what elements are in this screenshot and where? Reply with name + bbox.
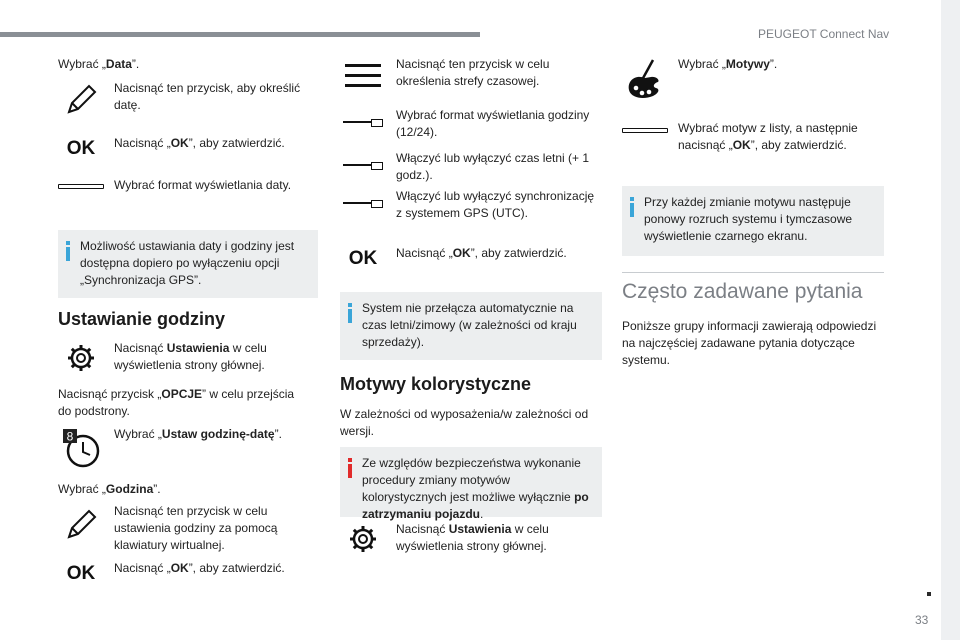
step-dst: Włączyć lub wyłączyć czas letni (+ 1 godz.).: [340, 150, 602, 184]
clock-icon: [58, 426, 104, 470]
warning-icon: [348, 458, 352, 478]
themes-intro: W zależności od wyposażenia/w zależności od wersji.: [340, 407, 589, 438]
faq-text: Poniższe grupy informacji zawierają odpowiedzi na najczęściej zadawane pytania dotyczące systemu.: [622, 319, 877, 367]
info-icon: [348, 303, 352, 323]
step-select-theme: Wybrać motyw z listy, a następnie nacisnąć „OK”, aby zatwierdzić.: [622, 120, 884, 154]
list-item-icon: [622, 120, 668, 140]
clock-badge: 8: [66, 429, 74, 444]
pencil-icon: [58, 503, 104, 547]
info-box-gps: Możliwość ustawiania daty i godziny jest dostępna dopiero po wyłączeniu opcji „Synchronizacja GPS”.: [58, 230, 318, 298]
toggle-icon: [340, 188, 386, 218]
step-gps-sync: Włączyć lub wyłączyć synchronizację z systemem GPS (UTC).: [340, 188, 602, 222]
list-item-icon: [340, 107, 386, 137]
step-ok-time: OK Nacisnąć „OK”, aby zatwierdzić.: [58, 560, 308, 586]
select-data-text: Wybrać „Data”.: [58, 57, 140, 71]
step-settings-themes: Nacisnąć Ustawienia w celu wyświetlenia strony głównej.: [340, 521, 602, 557]
info-icon: [630, 197, 634, 217]
step-time-format: Wybrać format wyświetlania godziny (12/24).: [340, 107, 602, 141]
page-number: 33: [915, 613, 929, 627]
step-pencil-time: Nacisnąć ten przycisk w celu ustawienia godziny za pomocą klawiatury wirtualnej.: [58, 503, 308, 554]
gear-icon: [340, 521, 386, 557]
warning-box-themes: Ze względów bezpieczeństwa wykonanie procedury zmiany motywów kolorystycznych jest możliwe wyłącznie po zatrzymaniu pojazdu.: [340, 447, 602, 517]
ok-icon: OK: [66, 562, 96, 584]
info-icon: [66, 241, 70, 261]
header-bar: [0, 32, 480, 37]
step-pencil-date: Nacisnąć ten przycisk, aby określić datę.: [58, 80, 308, 120]
info-box-theme-restart: Przy każdej zmianie motywu następuje ponowy rozruch systemu i tymczasowe wyświetlenie czarnego ekranu.: [622, 186, 884, 256]
gear-icon: [58, 340, 104, 376]
section-heading-themes: Motywy kolorystyczne: [340, 374, 532, 394]
ok-icon: OK: [66, 137, 96, 159]
select-godzina-text: Wybrać „Godzina”.: [58, 482, 161, 496]
pencil-icon: [58, 80, 104, 120]
page-marker: [927, 592, 931, 596]
page-side-strip: [941, 0, 960, 640]
step-set-time-date: 8 Wybrać „Ustaw godzinę-datę”.: [58, 426, 308, 470]
palette-icon: [622, 56, 668, 104]
toggle-icon: [340, 150, 386, 180]
step-date-format: Wybrać format wyświetlania daty.: [58, 177, 308, 195]
info-box-dst: System nie przełącza automatycznie na czas letni/zimowy (w zależności od kraju sprzedaży).: [340, 292, 602, 360]
header-title: PEUGEOT Connect Nav: [758, 27, 890, 41]
step-ok-date: OK Nacisnąć „OK”, aby zatwierdzić.: [58, 135, 308, 161]
faq-heading: Często zadawane pytania: [622, 280, 863, 303]
ok-icon: OK: [348, 247, 378, 269]
step-select-motywy: Wybrać „Motywy”.: [622, 56, 884, 104]
step-settings-time: Nacisnąć Ustawienia w celu wyświetlenia strony głównej.: [58, 340, 308, 376]
step-ok-timezone: OK Nacisnąć „OK”, aby zatwierdzić.: [340, 245, 602, 271]
list-item-icon: [58, 177, 104, 195]
opcje-text: Nacisnąć przycisk „OPCJE” w celu przejścia do podstrony.: [58, 387, 295, 418]
step-menu-timezone: Nacisnąć ten przycisk w celu określenia strefy czasowej.: [340, 56, 602, 96]
menu-icon: [340, 56, 386, 96]
section-divider: [622, 272, 884, 273]
section-heading-time: Ustawianie godziny: [58, 309, 226, 329]
